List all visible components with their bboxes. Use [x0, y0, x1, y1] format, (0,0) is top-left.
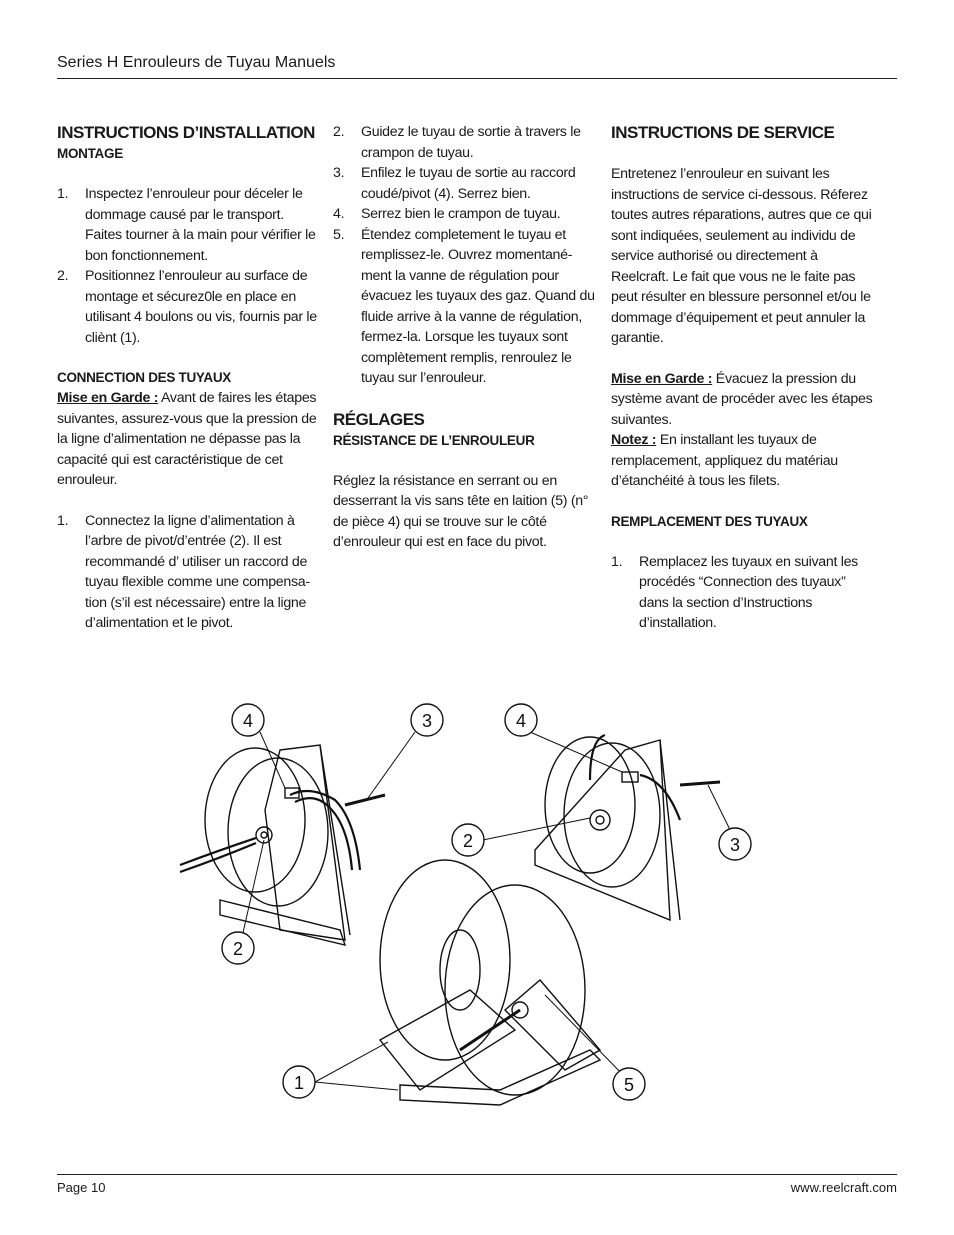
callout-label: 4 [242, 711, 254, 731]
service-heading: INSTRUCTIONS DE SERVICE [611, 123, 835, 142]
list-number: 5. [333, 226, 345, 243]
resistance-heading: RÉSISTANCE DE L’ENROULEUR [333, 432, 535, 448]
list-item [57, 184, 319, 266]
list-text: Inspectez l’enrouleur pour déceler le dommage causé par le transport. Faites tourner à la main pour vérifier le bon fonctionnement. [85, 186, 316, 264]
list-number: 2. [57, 268, 69, 284]
list-item [57, 266, 319, 348]
replacement-heading: REMPLACEMENT DES TUYAUX [611, 513, 808, 529]
reglages-text: Réglez la résistance en serrant ou en desserrant la vis sans tête en laition (5) (n° de pièce 4) qui se trouve sur le côté d’enrouleur qui est en face du pivot. [333, 472, 589, 550]
connection-heading: CONNECTION DES TUYAUX [57, 370, 231, 385]
list-item [333, 225, 595, 389]
list-text: Étendez completement le tuyau et remplissez-le. Ouvrez momentanément la vanne de régulation pour évacuez les tuyaux des gaz. Quand du fluide arrive à la vanne de régulation, fermez-la. Lorsque les tuyaux sont complètement remplis, renroulez le tuyau sur l’enrouleur. [361, 226, 595, 386]
caution-label: Mise en Garde : [611, 370, 713, 387]
hose-reel-diagram [160, 690, 760, 1150]
list-item [611, 552, 873, 634]
list-number: 1. [57, 186, 69, 202]
website-link[interactable]: www.reelcraft.com [790, 1180, 897, 1195]
list-text: Enfilez le tuyau de sortie au raccord coudé/pivot (4). Serrez bien. [361, 165, 576, 202]
caution-paragraph [57, 388, 319, 491]
note-label: Notez : [611, 432, 657, 448]
list-text: Serrez bien le crampon de tuyau. [361, 206, 561, 222]
footer-rule [57, 1174, 897, 1175]
list-number: 2. [333, 124, 345, 140]
reglages-heading: RÉGLAGES [333, 409, 425, 429]
service-intro: Entretenez l’enrouleur en suivant les instructions de service ci-dessous. Réferez toutes autres réparations, autres que ce qui sont indiquées, seulement au individu de service authorisé ou directement à Reelcraft. Le fait que vous ne le faite pas peut résulter en blessure personnel et/ou le dommage d’équipement et peut annuler la garantie. [611, 166, 872, 346]
list-text: Connectez la ligne d’alimentation à l’arbre de pivot/d’entrée (2). Il est recommandé d’ utiliser un raccord de tuyau flexible comme une compensation (s’il est nécessaire) entre la ligne d’alimentation et le pivot. [85, 512, 311, 631]
list-text: Positionnez l’enrouleur au surface de montage et sécurez0le en place en utilisant 4 boulons ou vis, fournis par le cliènt (1). [85, 268, 317, 346]
list-number: 1. [57, 512, 69, 529]
page-header-title: Series H Enrouleurs de Tuyau Manuels [57, 54, 336, 71]
list-number: 3. [333, 165, 345, 181]
callout-label: 5 [623, 1075, 635, 1095]
list-item [333, 122, 595, 163]
service-note [611, 430, 873, 492]
callout-bubbles [222, 704, 751, 1100]
bottom-reel-illustration [380, 860, 600, 1105]
header-rule [57, 78, 897, 79]
list-text: Guidez le tuyau de sortie à travers le crampon de tuyau. [361, 124, 581, 161]
list-item [333, 163, 595, 204]
callout-label: 3 [421, 711, 433, 731]
right-reel-illustration [535, 735, 720, 920]
caution-label: Mise en Garde : [57, 390, 159, 406]
page-number: Page 10 [57, 1180, 106, 1195]
column-service [611, 122, 873, 634]
service-caution [611, 369, 873, 431]
montage-heading: MONTAGE [57, 146, 123, 161]
list-item [333, 204, 595, 225]
callout-label: 2 [462, 831, 474, 851]
callout-label: 4 [515, 711, 527, 731]
list-item [57, 511, 319, 634]
note-text: En installant les tuyaux de remplacement, appliquez du matériau d’étanchéité à tous les filets. [611, 432, 838, 489]
callout-label: 2 [232, 939, 244, 959]
left-reel-illustration [180, 745, 385, 945]
caution-text: Avant de faires les étapes suivantes, assurez-vous que la pression de la ligne d’alimentation ne dépasse pas la capacité qui est caractéristique de cet enrouleur. [57, 390, 317, 488]
callout-label: 1 [293, 1073, 305, 1093]
list-text: Remplacez les tuyaux en suivant les procédés “Connection des tuyaux” dans la section d’Instructions d’installation. [639, 553, 858, 631]
column-installation [57, 122, 319, 634]
caution-text: Évacuez la pression du système avant de procéder avec les étapes suivantes. [611, 370, 873, 428]
list-number: 1. [611, 553, 623, 570]
column-connection-reglages [333, 122, 595, 553]
callout-label: 3 [729, 835, 741, 855]
installation-heading: INSTRUCTIONS D’INSTALLATION [57, 123, 315, 142]
list-number: 4. [333, 206, 345, 222]
